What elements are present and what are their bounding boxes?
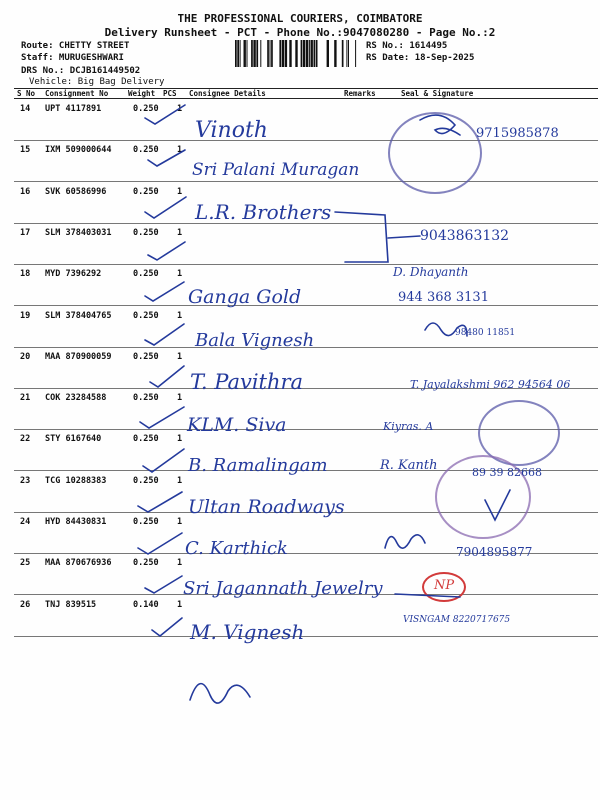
- handwritten-name: L.R. Brothers: [195, 200, 332, 224]
- handwritten-remark: D. Dhayanth: [393, 265, 469, 279]
- row-weight: 0.250: [133, 475, 159, 486]
- col-consignment: Consignment No: [45, 89, 109, 98]
- row-sno: 14: [20, 104, 31, 114]
- row-pcs: 1: [177, 104, 183, 114]
- tick-mark: [145, 105, 185, 124]
- tick-mark: [145, 282, 184, 301]
- row-pcs: 1: [177, 310, 183, 321]
- row-pcs: 1: [177, 227, 183, 238]
- row-weight: 0.140: [133, 599, 159, 610]
- row-sno: 20: [20, 351, 31, 362]
- row-consignment: COK 23284588: [45, 393, 107, 404]
- row-weight: 0.250: [133, 227, 159, 238]
- runsheet-subtitle: Delivery Runsheet - PCT - Phone No.:9047080280 - Page No.:2: [104, 26, 496, 39]
- row-consignment: MYD 7396292: [45, 269, 102, 280]
- underline-stroke: [395, 594, 460, 597]
- row-consignment: HYD 84430831: [45, 517, 107, 527]
- row-weight: 0.250: [133, 310, 159, 321]
- handwritten-remark: T. Jayalakshmi 962 94564 06: [410, 378, 571, 391]
- handwritten-remark: 9715985878: [476, 126, 559, 141]
- vehicle-field: Vehicle: Big Bag Delivery: [29, 77, 165, 87]
- signature-scribble: [485, 490, 510, 520]
- tick-mark: [145, 197, 186, 218]
- col-pcs: PCS: [163, 89, 177, 98]
- tick-mark: [150, 366, 184, 387]
- row-pcs: 1: [177, 599, 183, 610]
- col-seal-signature: Seal & Signature: [401, 89, 474, 98]
- handwritten-name: Ganga Gold: [188, 286, 302, 308]
- row-consignment: STY 6167640: [45, 434, 102, 445]
- row-consignment: IXM 509000644: [45, 145, 112, 156]
- row-pcs: 1: [177, 393, 183, 404]
- row-consignment: SVK 60586996: [45, 186, 107, 197]
- row-weight: 0.250: [133, 351, 159, 362]
- row-weight: 0.250: [133, 145, 159, 156]
- tick-mark: [145, 324, 184, 345]
- handwritten-remark: 7904895877: [456, 545, 533, 559]
- arrow-stroke: [388, 236, 420, 238]
- row-consignment: SLM 378403031: [45, 227, 112, 238]
- row-sno: 24: [20, 517, 31, 527]
- handwritten-remark: Kiyras. A: [383, 420, 434, 433]
- row-sno: 19: [20, 310, 31, 321]
- drs-field: DRS No.: DCJB161449502: [21, 66, 141, 76]
- signature-scribble: [385, 535, 425, 548]
- route-field: Route: CHETTY STREET: [21, 41, 130, 51]
- row-consignment: MAA 870900059: [45, 351, 112, 362]
- row-pcs: 1: [177, 517, 183, 527]
- handwritten-remark: R. Kanth: [380, 458, 438, 473]
- handwritten-name: T. Pavithra: [190, 370, 304, 394]
- row-pcs: 1: [177, 269, 183, 280]
- row-pcs: 1: [177, 351, 183, 362]
- row-weight: 0.250: [133, 104, 159, 114]
- row-sno: 17: [20, 227, 31, 238]
- row-weight: 0.250: [133, 517, 159, 527]
- col-consignee: Consignee Details: [189, 89, 266, 98]
- handwritten-name: Sri Jagannath Jewelry: [183, 578, 383, 599]
- handwritten-name: Sri Palani Muragan: [192, 160, 360, 180]
- col-weight: Weight: [128, 89, 156, 98]
- row-sno: 25: [20, 558, 31, 569]
- handwritten-name: Vinoth: [195, 118, 268, 143]
- bracket-stroke: [335, 212, 388, 262]
- tick-mark: [152, 618, 182, 636]
- row-sno: 15: [20, 145, 31, 156]
- tick-mark: [138, 492, 182, 512]
- handwritten-name: C. Karthick: [185, 538, 288, 559]
- handwritten-remark: 9043863132: [420, 228, 510, 244]
- tick-mark: [148, 242, 185, 260]
- row-pcs: 1: [177, 475, 183, 486]
- tick-mark: [145, 576, 182, 593]
- signature-scribble: [190, 684, 250, 703]
- row-pcs: 1: [177, 434, 183, 445]
- row-weight: 0.250: [133, 186, 159, 197]
- tick-mark: [140, 407, 184, 428]
- tick-mark: [138, 533, 182, 554]
- row-sno: 22: [20, 434, 31, 445]
- tick-mark: [143, 449, 184, 472]
- handwritten-name: B. Ramalingam: [188, 455, 328, 476]
- row-weight: 0.250: [133, 558, 159, 569]
- row-pcs: 1: [177, 145, 183, 156]
- company-title: THE PROFESSIONAL COURIERS, COIMBATORE: [177, 12, 423, 25]
- row-sno: 16: [20, 186, 31, 197]
- handwritten-name: KLM. Siva: [187, 414, 287, 436]
- col-remarks: Remarks: [344, 89, 376, 98]
- np-mark: NP: [422, 572, 466, 602]
- row-consignment: MAA 870676936: [45, 558, 112, 569]
- row-consignment: TNJ 839515: [45, 599, 97, 610]
- signature-scribble: [425, 323, 467, 336]
- rs-date: RS Date: 18-Sep-2025: [366, 53, 475, 63]
- row-pcs: 1: [177, 186, 183, 197]
- row-consignment: TCG 10288383: [45, 475, 107, 486]
- row-weight: 0.250: [133, 434, 159, 445]
- tick-mark: [148, 150, 185, 166]
- staff-field: Staff: MURUGESHWARI: [21, 53, 124, 63]
- row-weight: 0.250: [133, 393, 159, 404]
- handwritten-remark: VISNGAM 8220717675: [403, 615, 511, 625]
- row-consignment: SLM 378404765: [45, 310, 112, 321]
- row-consignment: UPT 4117891: [45, 104, 102, 114]
- handwritten-remark: 944 368 3131: [398, 290, 489, 305]
- row-pcs: 1: [177, 558, 183, 569]
- row-sno: 26: [20, 599, 31, 610]
- col-sno: S No: [17, 89, 36, 98]
- handwritten-remark: 89 39 82668: [472, 466, 542, 479]
- row-sno: 23: [20, 475, 31, 486]
- rs-number: RS No.: 1614495: [366, 41, 448, 51]
- row-sno: 18: [20, 269, 31, 280]
- handwritten-name: Ultan Roadways: [188, 496, 345, 518]
- handwritten-name: M. Vignesh: [190, 620, 305, 644]
- handwritten-name: Bala Vignesh: [195, 330, 315, 351]
- handwritten-remark: 98480 11851: [455, 328, 516, 338]
- signature-scribble: [420, 115, 460, 135]
- row-sno: 21: [20, 393, 31, 404]
- row-weight: 0.250: [133, 269, 159, 280]
